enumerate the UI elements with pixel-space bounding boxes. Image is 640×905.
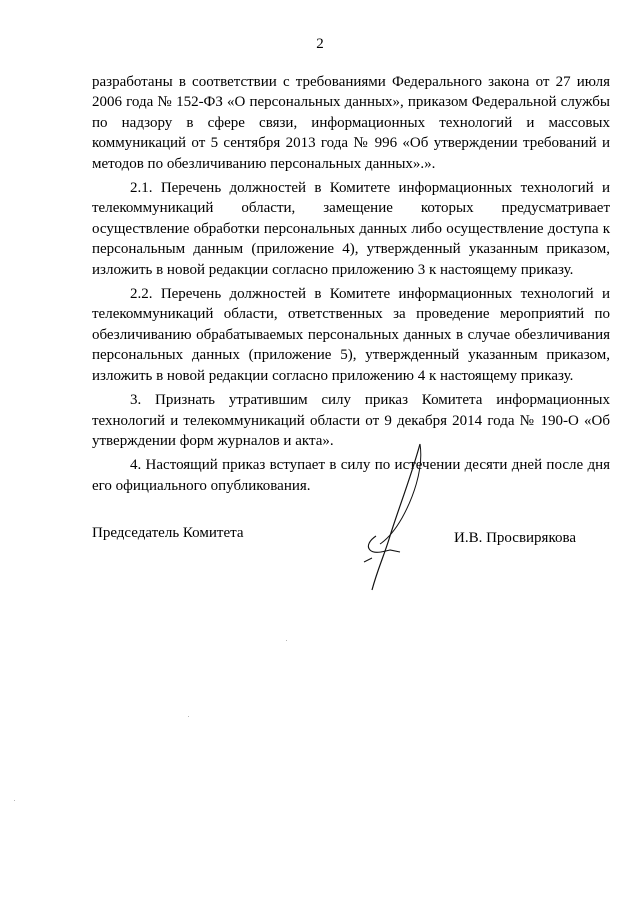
paragraph-2-2: 2.2. Перечень должностей в Комитете информационных технологий и телекоммуникаций области, ответственных за проведение мероприятий по обезличиванию обрабатываемых персональных данных в случае обезличивания персональных данных (приложение 5), утвержденный указанным приказом, изложить в новой редакции согласно приложению 4 к настоящему приказу. (92, 286, 610, 384)
paragraph-continuation: разработаны в соответствии с требованиями Федерального закона от 27 июля 2006 года № 152-ФЗ «О персональных данных», приказом Федеральной службы по надзору в сфере связи, информационных технологий и массовых коммуникаций от 5 сентября 2013 года № 996 «Об утверждении требований и методов по обезличиванию персональных данных».». (92, 74, 610, 172)
signatory-position: Председатель Комитета (92, 525, 244, 541)
signature-icon (350, 440, 440, 600)
document-body (92, 72, 610, 500)
page-number: 2 (316, 36, 324, 52)
paragraph-4: 4. Настоящий приказ вступает в силу по истечении десяти дней после дня его официального опубликования. (92, 457, 610, 494)
scan-speck (14, 800, 15, 801)
signatory-name: И.В. Просвирякова (454, 530, 577, 546)
scan-speck (188, 716, 189, 717)
paragraph-3: 3. Признать утратившим силу приказ Комитета информационных технологий и телекоммуникаций области от 9 декабря 2014 года № 190-О «Об утверждении форм журналов и акта». (92, 392, 610, 449)
paragraph-2-1: 2.1. Перечень должностей в Комитете информационных технологий и телекоммуникаций области, замещение которых предусматривает осуществление обработки персональных данных либо осуществление доступа к персональным данным (приложение 4), утвержденный указанным приказом, изложить в новой редакции согласно приложению 3 к настоящему приказу. (92, 180, 610, 278)
scan-speck (286, 640, 287, 641)
